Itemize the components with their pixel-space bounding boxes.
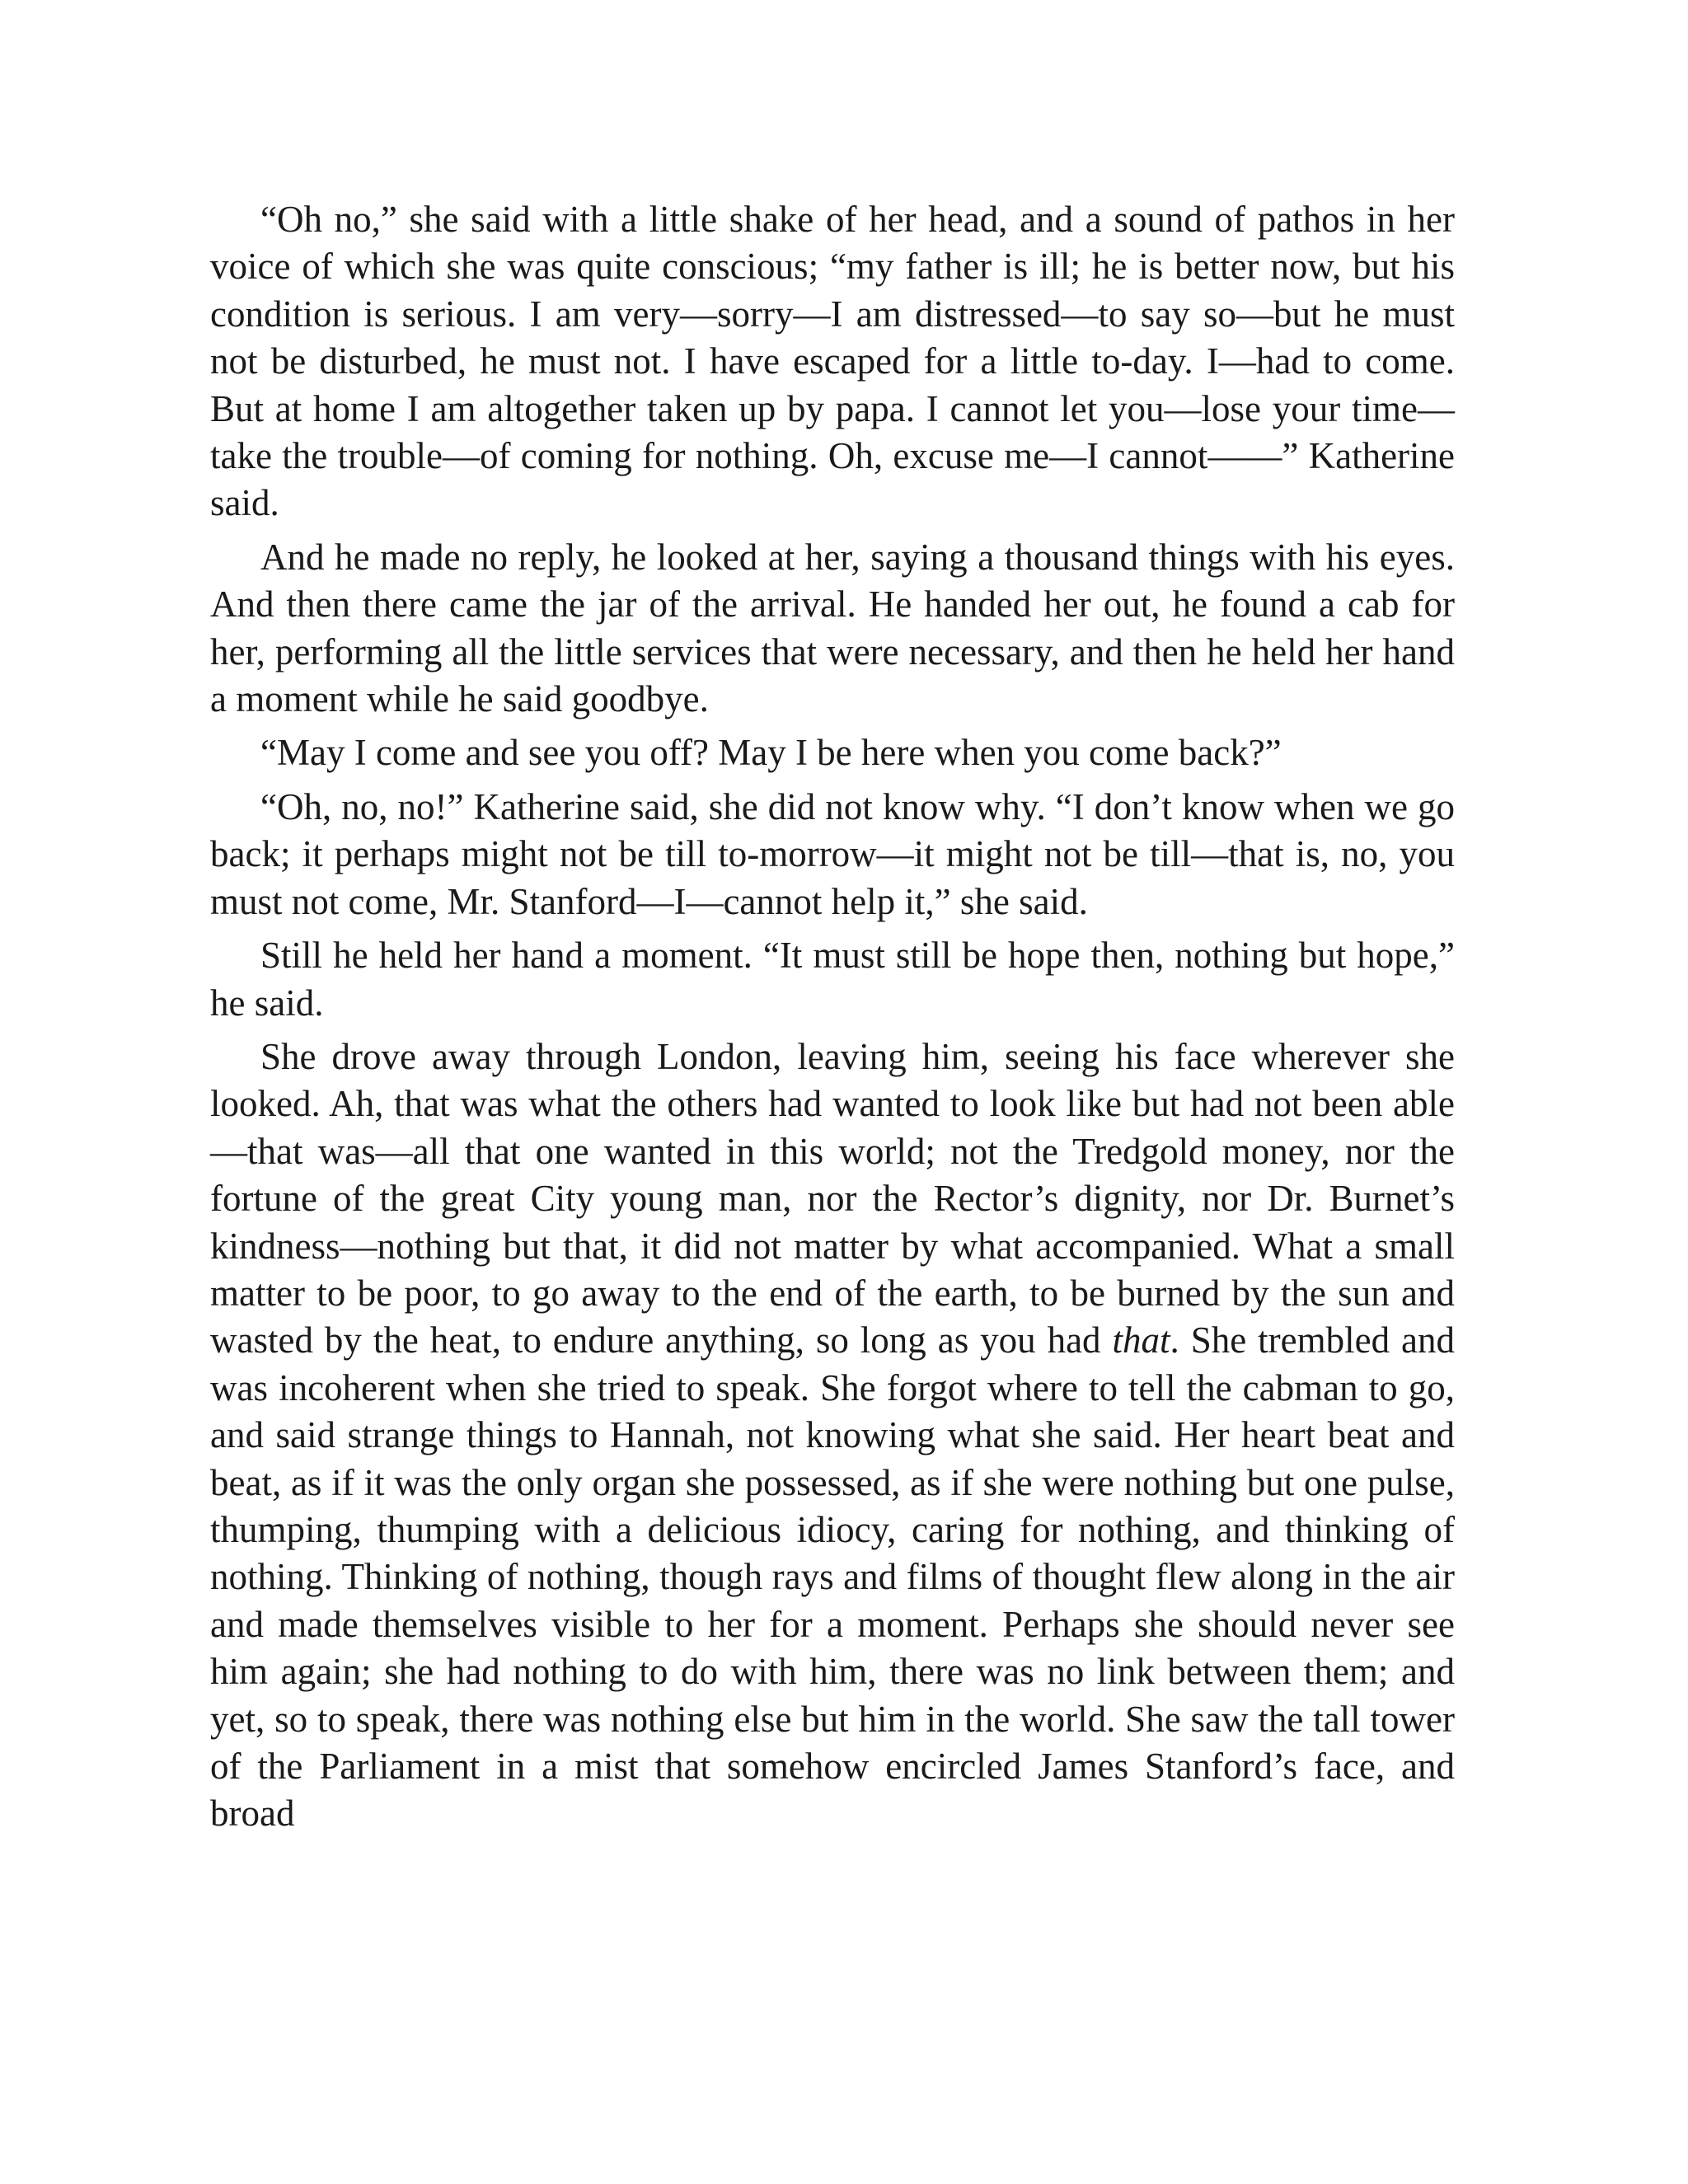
body-text [210, 196, 1455, 1838]
paragraph-1: “Oh no,” she said with a little shake of her head, and a sound of pathos in her voice of which she was quite conscious; “my father is ill; he is better now, but his condition is serious. I am very—sorry—I am distressed—to say so—but he must not be disturbed, he must not. I have escaped for a little to-day. I—had to come. But at home I am altogether taken up by papa. I cannot let you—lose your time—take the trouble—of coming for nothing. Oh, excuse me—I cannot——” Katherine said. [210, 199, 1455, 524]
emphasis-word: that [1112, 1319, 1170, 1361]
paragraph-4: “Oh, no, no!” Katherine said, she did not know why. “I don’t know when we go back; it perhaps might not be till to-morrow—it might not be till—that is, no, you must not come, Mr. Stanford—I—cannot help it,” she said. [210, 785, 1455, 922]
paragraph-3: “May I come and see you off? May I be here when you come back?” [260, 732, 1282, 774]
paragraph-6 [210, 1033, 1455, 1838]
paragraph-2: And he made no reply, he looked at her, saying a thousand things with his eyes. And then there came the jar of the arrival. He handed her out, he found a cab for her, performing all the little services that were necessary, and then he held her hand a moment while he said goodbye. [210, 536, 1455, 720]
paragraph-6-part-1: She drove away through London, leaving him, seeing his face wherever she looked. Ah, that was what the others had wanted to look like but had not been able—that was—all that one wanted in this world; not the Tredgold money, nor the fortune of the great City young man, nor the Rector’s dignity, nor Dr. Burnet’s kindness—nothing but that, it did not matter by what accompanied. What a small matter to be poor, to go away to the end of the earth, to be burned by the sun and wasted by the heat, to endure anything, so long as you had [210, 1035, 1455, 1361]
paragraph-6-part-2: . She trembled and was incoherent when she tried to speak. She forgot where to tell the cabman to go, and said strange things to Hannah, not knowing what she said. Her heart beat and beat, as if it was the only organ she possessed, as if she were nothing but one pulse, thumping, thumping with a delicious idiocy, caring for nothing, and thinking of nothing. Thinking of nothing, though rays and films of thought flew along in the air and made themselves visible to her for a moment. Perhaps she should never see him again; she had nothing to do with him, there was no link between them; and yet, so to speak, there was nothing else but him in the world. She saw the tall tower of the Parliament in a mist that somehow encircled James Stanford’s face, and broad [210, 1319, 1455, 1835]
paragraph-5: Still he held her hand a moment. “It must still be hope then, nothing but hope,” he said. [210, 935, 1455, 1024]
